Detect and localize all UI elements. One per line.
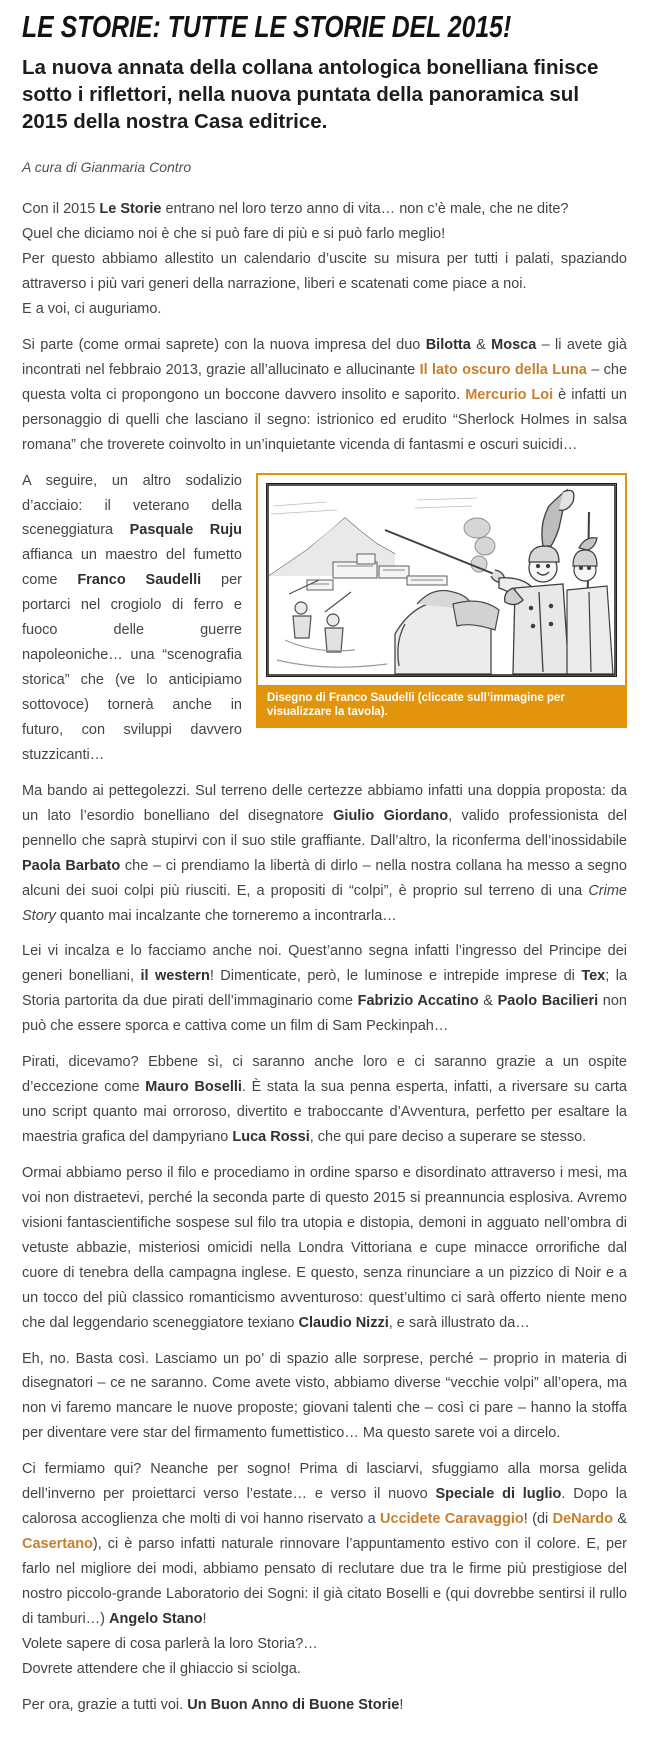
inline-link[interactable]: Mercurio Loi: [465, 386, 554, 403]
inline-link[interactable]: Il lato oscuro della Luna: [419, 361, 587, 378]
bold-text: Claudio Nizzi: [298, 1314, 389, 1331]
bold-text: Paola Barbato: [22, 857, 121, 874]
paragraph-8: Eh, no. Basta così. Lasciamo un po’ di spazio alle sorprese, perché – proprio in materia di disegnatori – ce ne saranno. Come avete visto, abbiamo diverse “vecchie volpi” all’opera, ma non vi faremo mancare le nuove proposte; giovani talenti che – così ci pare – hanno la stoffa per diventare vere star del firmamento fumettistico… Ma questo sarete voi a dircelo.: [22, 1350, 627, 1442]
image-caption: Disegno di Franco Saudelli (cliccate sull’immagine per visualizzare la tavola).: [258, 685, 625, 727]
inline-link[interactable]: DeNardo: [552, 1511, 613, 1528]
paragraph-1: Con il 2015 Le Storie entrano nel loro terzo anno di vita… non c’è male, che ne dite? Quel che diciamo noi è che si può fare di più e si può farlo meglio! Per questo abbiamo allestito un calendario d’uscite su misura per tutti i palati, spaziando attraverso i più vari generi della narrazione, liberi e scatenati come piace a noi. E a voi, ci auguriamo.: [22, 201, 627, 317]
paragraph-10: Per ora, grazie a tutti voi. Un Buon Anno di Buone Storie!: [22, 1696, 404, 1713]
inline-link[interactable]: Uccidete Caravaggio: [380, 1511, 524, 1528]
bold-text: Le Storie: [99, 201, 162, 218]
paragraph-4: Ma bando ai pettegolezzi. Sul terreno delle certezze abbiamo infatti una doppia proposta: da un lato l’esordio bonelliano del disegnatore Giulio Giordano, valido professionista del pennello che saprà stupirvi con il suo stile graffiante. Dall’altro, la riconferma dell’inossidabile Paola Barbato che – ci prendiamo la libertà di dirlo – nella nostra collana ha messo a segno alcuni dei suoi colpi più riusciti. E, a propositi di “colpi”, è proprio sul terreno di una Crime Story quanto mai incalzante che torneremo a incontrarla…: [22, 782, 627, 924]
bold-text: Angelo Stano: [109, 1610, 203, 1627]
article-body: [22, 197, 627, 1717]
inline-link[interactable]: Casertano: [22, 1536, 93, 1553]
paragraph-7: Ormai abbiamo perso il filo e procediamo in ordine sparso e disordinato attraverso i mesi, ma voi non distraetevi, perché la seconda parte di questo 2015 si preannuncia esplosiva. Avremo visioni fantascientifiche sospese sul filo tra utopia e distopia, demoni in agguato nell’ombra di vetuste abbazie, misteriosi omicidi nella Londra Vittoriana e cupe minacce orrorifiche dal cuore di tenebra della campagna inglese. E questo, senza rinunciare a un pizzico di Noir e a un tocco del più classico romanticismo avventuroso: quest’ultimo ci sarà offerto niente meno che dal leggendario sceneggiatore texiano Claudio Nizzi, e sarà illustrato da…: [22, 1164, 627, 1331]
bold-text: Speciale di luglio: [435, 1486, 562, 1503]
bold-text: Mauro Boselli: [145, 1079, 242, 1096]
bold-text: Bilotta: [425, 336, 471, 353]
bold-text: Giulio Giordano: [333, 807, 449, 824]
paragraph-6: Pirati, dicevamo? Ebbene sì, ci saranno anche loro e ci saranno grazie a un ospite d’eccezione come Mauro Boselli. È stata la sua penna esperta, infatti, a riversare su carta uno script quanto mai orroroso, divertito e traboccante d’Avventura, perfetto per esaltare la maestria grafica del dampyriano Luca Rossi, che qui pare deciso a superare se stesso.: [22, 1054, 627, 1146]
paragraph-9: Ci fermiamo qui? Neanche per sogno! Prima di lasciarvi, sfuggiamo alla morsa gelida dell’inverno per proiettarci verso l’estate… e verso il nuovo Speciale di luglio. Dopo la calorosa accoglienza che molti di voi hanno riservato a Uccidete Caravaggio! (di DeNardo & Casertano), ci è parso infatti naturale rinnovare l’appuntamento estivo con il colore. E, per farlo nel migliore dei modi, abbiamo pensato di reclutare due tra le firme più prestigiose del nostro piccolo-grande Laboratorio dei Sogni: il già citato Boselli e (qui dovrebbe sentirsi il rullo di tamburi…) Angelo Stano! Volete sapere di cosa parlerà la loro Storia?… Dovrete attendere che il ghiaccio si sciolga.: [22, 1461, 627, 1677]
article-subtitle: La nuova annata della collana antologica bonelliana finisce sotto i riflettori, nella nuova puntata della panoramica sul 2015 della nostra Casa editrice.: [22, 56, 599, 134]
byline: A cura di Gianmaria Contro: [22, 159, 192, 176]
bold-text: Fabrizio Accatino: [357, 993, 479, 1010]
saudelli-artwork[interactable]: [256, 473, 627, 729]
bold-text: Mosca: [491, 336, 537, 353]
bold-text: Franco Saudelli: [77, 572, 202, 589]
bold-text: Pasquale Ruju: [129, 522, 242, 539]
battle-scene-illustration: [266, 483, 617, 677]
page-title: LE STORIE: TUTTE LE STORIE DEL 2015!: [22, 9, 512, 44]
bold-text: Luca Rossi: [232, 1129, 310, 1146]
bold-text: il western: [140, 968, 210, 985]
italic-text: Crime Story: [22, 882, 627, 924]
paragraph-5: Lei vi incalza e lo facciamo anche noi. Quest’anno segna infatti l’ingresso del Principe dei generi bonelliani, il western! Dimenticate, però, le luminose e intrepide imprese di Tex; la Storia partorita da due pirati dell’immaginario come Fabrizio Accatino & Paolo Bacilieri non può che essere sporca e cattiva come un film di Sam Peckinpah…: [22, 943, 628, 1035]
bold-text: Un Buon Anno di Buone Storie: [187, 1696, 400, 1713]
paragraph-3: A seguire, un altro sodalizio d’acciaio: il veterano della sceneggiatura Pasquale Ruju affianca un maestro del fumetto come Franco Saudelli per portarci nel crogiolo di ferro e fuoco delle guerre napoleoniche… una “scenografia storica” che (ve lo anticipiamo sottovoce) tornerà anche in futuro, con sviluppi davvero stuzzicanti…: [22, 472, 242, 763]
paragraph-2: Si parte (come ormai saprete) con la nuova impresa del duo Bilotta & Mosca – li avete già incontrati nel febbraio 2013, grazie all’allucinato e allucinante Il lato oscuro della Luna – che questa volta ci propongono un boccone davvero insolito e saporito. Mercurio Loi è infatti un personaggio di quelli che lasciano il segno: istrionico ed erudito “Sherlock Holmes in salsa romana” che troverete coinvolto in un’inquietante vicenda di fantasmi e oscuri suicidi…: [22, 336, 628, 453]
bold-text: Tex: [581, 968, 606, 985]
bold-text: Paolo Bacilieri: [497, 993, 599, 1010]
